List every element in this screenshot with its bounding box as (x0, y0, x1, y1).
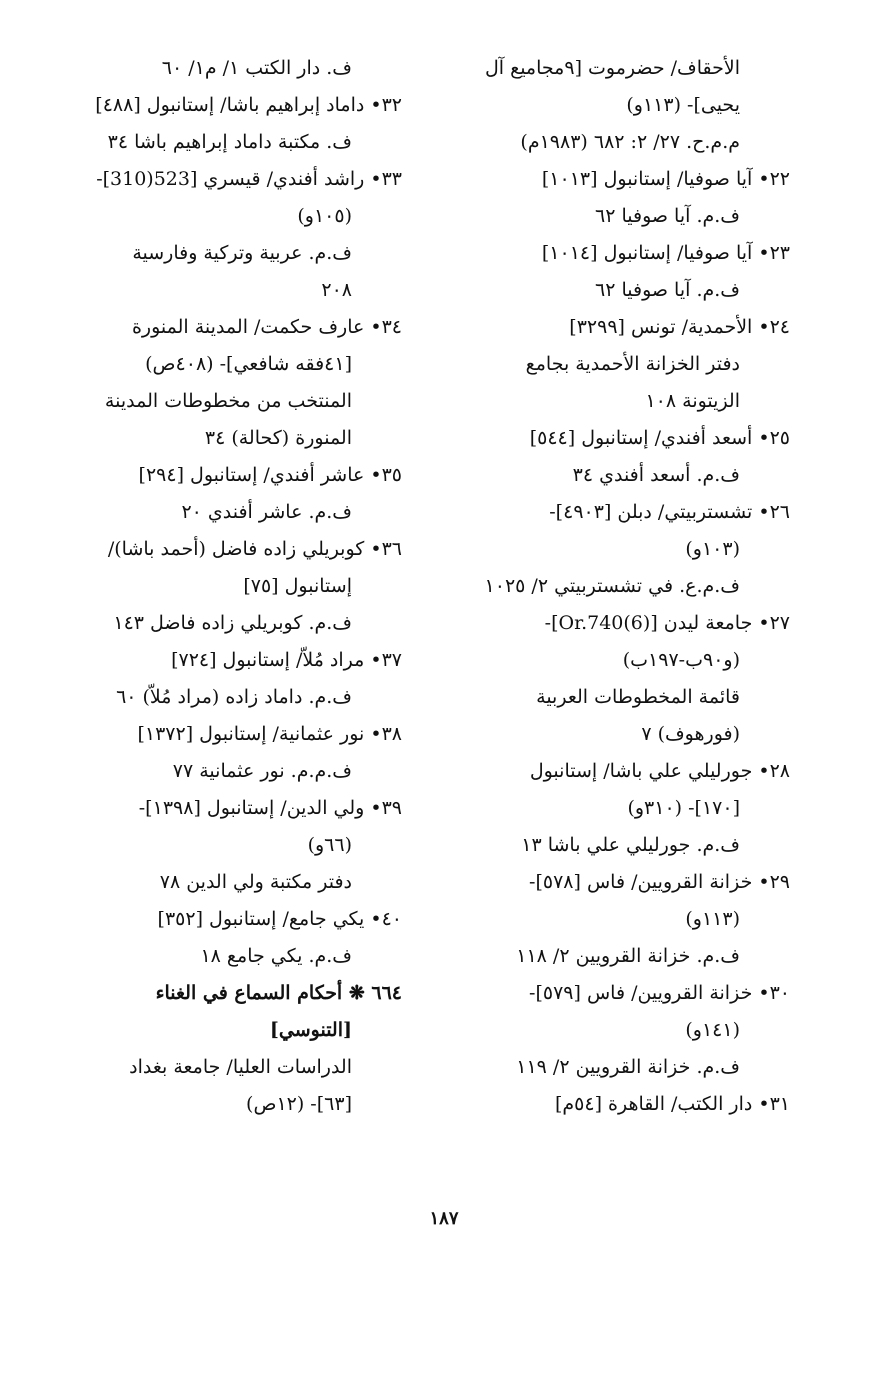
entry-heading-line: ٢٨• جورليلي علي باشا/ إستانبول (529, 760, 790, 782)
entry-detail-line: [التنوسي] (269, 1019, 352, 1041)
entry-detail-line: (و٩٠ب-١٩٧ب) (622, 649, 740, 671)
entry-heading-line: ٢٣• آيا صوفيا/ إستانبول [١٠١٤] (541, 242, 790, 264)
left-column (72, 50, 402, 1123)
entry-detail-line: [١٧٠]- (٣١٠و) (627, 797, 740, 819)
entry-detail-line: (١٠٥و) (297, 205, 352, 227)
entry-heading-line: ٣٩• ولي الدين/ إستانبول [١٣٩٨]- (138, 797, 402, 819)
entry-detail-line: إستانبول [٧٥] (243, 575, 352, 597)
entry-detail-line: المنورة (كحالة) ٣٤ (204, 427, 352, 449)
entry-detail-line: ف.م. يكي جامع ١٨ (200, 945, 352, 967)
right-column (450, 50, 790, 1123)
entry-heading-line: ٦٦٤ ❋ أحكام السماع في الغناء (155, 982, 402, 1004)
entry-detail-line: قائمة المخطوطات العربية (536, 686, 740, 708)
entry-heading-line: ٢٩• خزانة القرويين/ فاس [٥٧٨]- (529, 871, 790, 893)
entry-detail-line: (٦٦و) (307, 834, 352, 856)
entry-heading-line: ٤٠• يكي جامع/ إستانبول [٣٥٢] (157, 908, 402, 930)
entry-detail-line: (١٤١و) (685, 1019, 740, 1041)
entry-detail-line: دفتر مكتبة ولي الدين ٧٨ (159, 871, 352, 893)
entry-heading-line: ٢٤• الأحمدية/ تونس [٣٢٩٩] (569, 316, 790, 338)
entry-detail-line: الدراسات العليا/ جامعة بغداد (129, 1056, 352, 1078)
entry-detail-line: ف.م. أسعد أفندي ٣٤ (572, 464, 740, 486)
entry-detail-line: [٦٣]- (١٢ص) (246, 1093, 352, 1115)
entry-detail-line: دفتر الخزانة الأحمدية بجامع (525, 353, 740, 375)
entry-detail-line: ف.م.م. نور عثمانية ٧٧ (172, 760, 352, 782)
entry-detail-line: ف.م. خزانة القرويين ٢/ ١١٨ (516, 945, 740, 967)
entry-heading-line: ٣٢• داماد إبراهيم باشا/ إستانبول [٤٨٨] (95, 94, 402, 116)
entry-detail-line: (١٠٣و) (685, 538, 740, 560)
entry-heading-line: ٣٦• كوبريلي زاده فاضل (أحمد باشا)/ (107, 538, 402, 560)
entry-heading-line: ٣٠• خزانة القرويين/ فاس [٥٧٩]- (529, 982, 790, 1004)
entry-detail-line: ف.م. داماد زاده (مراد مُلاّ) ٦٠ (116, 686, 352, 708)
entry-detail-line: (فورهوف) ٧ (641, 723, 740, 745)
entry-heading-line: ٢٥• أسعد أفندي/ إستانبول [٥٤٤] (529, 427, 790, 449)
entry-heading-line: ٣٨• نور عثمانية/ إستانبول [١٣٧٢] (137, 723, 402, 745)
entry-detail-line: ف.م. آيا صوفيا ٦٢ (595, 279, 740, 301)
entry-detail-line: (١١٣و) (685, 908, 740, 930)
entry-detail-line: ف.م. عاشر أفندي ٢٠ (181, 501, 352, 523)
entry-heading-line: ٣٥• عاشر أفندي/ إستانبول [٢٩٤] (138, 464, 402, 486)
entry-detail-line: ف.م. خزانة القرويين ٢/ ١١٩ (516, 1056, 740, 1078)
entry-detail-line: الزيتونة ١٠٨ (645, 390, 740, 412)
page-number: ١٨٧ (429, 1208, 459, 1229)
entry-detail-line: ف.م. جورليلي علي باشا ١٣ (521, 834, 740, 856)
entry-detail-line: م.م.ح. ٢٧/ ٢: ٦٨٢ (١٩٨٣م) (520, 131, 740, 153)
entry-heading-line: ٣٧• مراد مُلاّ/ إستانبول [٧٢٤] (171, 649, 402, 671)
entry-detail-line: المنتخب من مخطوطات المدينة (104, 390, 352, 412)
entry-detail-line: الأحقاف/ حضرموت [٩مجاميع آل (484, 57, 740, 79)
entry-detail-line: ف. مكتبة داماد إبراهيم باشا ٣٤ (107, 131, 352, 153)
entry-detail-line: يحيى]- (١١٣و) (626, 94, 740, 116)
entry-heading-line: ٢٢• آيا صوفيا/ إستانبول [١٠١٣] (541, 168, 790, 190)
entry-heading-line: ٣٣• راشد أفندي/ قيسري [523(310]- (96, 168, 402, 190)
entry-heading-line: ٢٧• جامعة ليدن [Or.740(6)]- (544, 612, 790, 634)
entry-detail-line: ف.م.ع. في تشستربيتي ٢/ ١٠٢٥ (484, 575, 740, 597)
entry-heading-line: ٣١• دار الكتب/ القاهرة [٥٤م] (554, 1093, 790, 1115)
entry-detail-line: ٢٠٨ (321, 279, 352, 301)
entry-detail-line: ف.م. عربية وتركية وفارسية (132, 242, 352, 264)
entry-heading-line: ٣٤• عارف حكمت/ المدينة المنورة (131, 316, 402, 338)
entry-detail-line: ف. دار الكتب ١/ م١/ ٦٠ (161, 57, 352, 79)
entry-detail-line: [٤١فقه شافعي]- (٤٠٨ص) (145, 353, 352, 375)
entry-detail-line: ف.م. كوبريلي زاده فاضل ١٤٣ (113, 612, 352, 634)
entry-detail-line: ف.م. آيا صوفيا ٦٢ (595, 205, 740, 227)
entry-heading-line: ٢٦• تشستربيتي/ دبلن [٤٩٠٣]- (549, 501, 790, 523)
